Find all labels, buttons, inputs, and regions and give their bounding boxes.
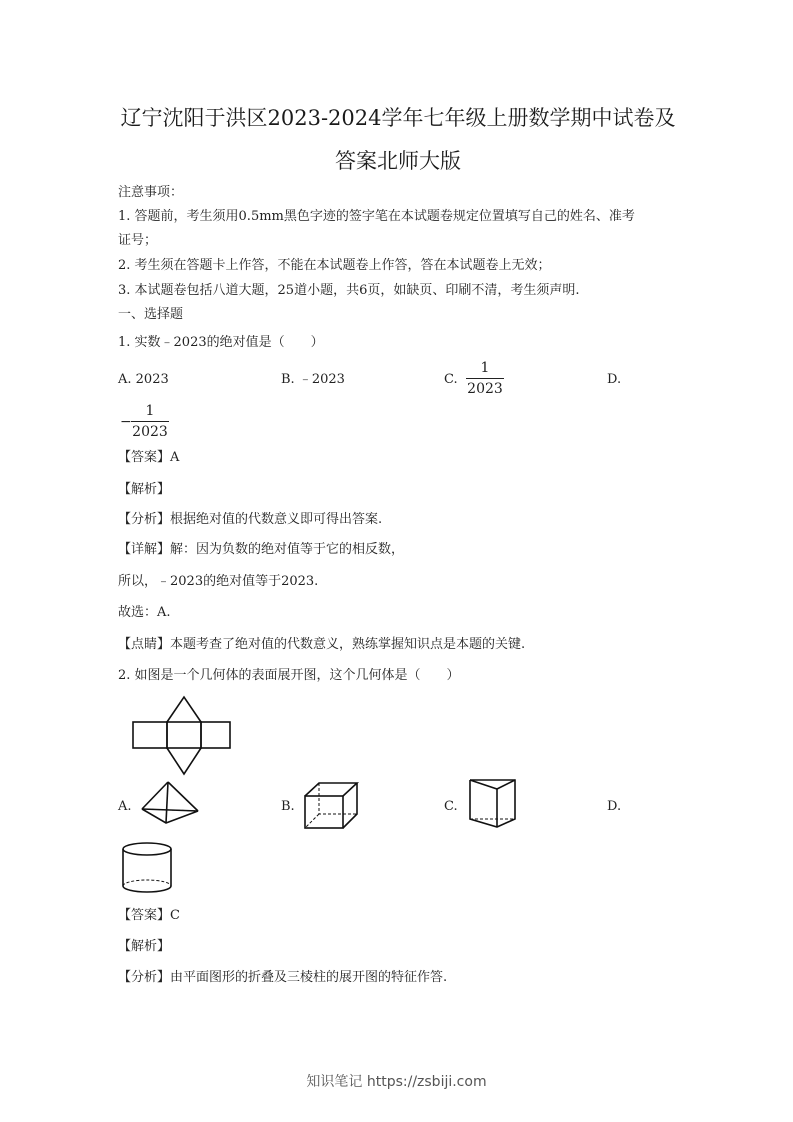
q1-dianjing: 【点睛】本题考查了绝对值的代数意义，熟练掌握知识点是本题的关键.	[118, 637, 526, 652]
cylinder-bottom-front	[123, 886, 171, 892]
notice-item-3: 3. 本试题卷包括八道大题，25道小题，共6页，如缺页、印刷不清，考生须声明.	[118, 283, 580, 298]
q1-option-c-denominator: 2023	[467, 381, 503, 397]
net-triangle-top	[167, 697, 201, 722]
q1-option-d-label: D.	[607, 372, 622, 387]
q1-stem: 1. 实数﹣2023的绝对值是（ ）	[118, 335, 324, 350]
q2-option-d-label: D.	[607, 799, 622, 814]
cylinder-figure	[121, 842, 175, 894]
title-line-2: 答案北师大版	[335, 149, 461, 173]
q2-answer: 【答案】C	[118, 908, 180, 923]
fraction-bar	[131, 421, 169, 422]
q2-option-b-label: B.	[281, 799, 295, 814]
q1-xiangjie: 【详解】解：因为负数的绝对值等于它的相反数，	[118, 542, 405, 557]
q1-option-c-fraction	[466, 359, 504, 398]
cube-front-face	[305, 796, 343, 828]
net-triangle-bottom	[167, 748, 201, 774]
title-line-1: 辽宁沈阳于洪区2023-2024学年七年级上册数学期中试卷及	[120, 106, 676, 130]
q1-option-d-fraction	[131, 402, 169, 441]
q2-option-c-label: C.	[444, 799, 458, 814]
q2-analysis-head: 【解析】	[118, 939, 171, 954]
pyramid-figure	[140, 781, 200, 825]
q2-option-a-label: A.	[118, 799, 132, 814]
q1-answer: 【答案】A	[118, 450, 180, 465]
q1-option-d-numerator: 1	[145, 403, 155, 419]
q1-option-c-numerator: 1	[480, 360, 490, 376]
triangular-prism-figure	[469, 779, 517, 829]
pyramid-edge	[142, 782, 168, 809]
notice-item-1b: 证号；	[118, 233, 158, 248]
q1-fenxi: 【分析】根据绝对值的代数意义即可得出答案.	[118, 512, 383, 527]
net-rect-left	[133, 722, 167, 748]
q2-stem: 2. 如图是一个几何体的表面展开图，这个几何体是（ ）	[118, 668, 460, 683]
pyramid-edge	[168, 782, 198, 811]
notice-item-1a: 1. 答题前，考生须用0.5mm黑色字迹的签字笔在本试题卷规定位置填写自己的姓名、准考	[118, 209, 635, 224]
cube-top-face	[305, 783, 357, 796]
cube-figure	[304, 782, 360, 830]
net-rect-right	[201, 722, 230, 748]
q1-guxuan: 故选：A.	[118, 605, 171, 620]
q1-analysis-head: 【解析】	[118, 482, 171, 497]
prism-top-triangle	[470, 780, 515, 789]
notice-item-2: 2. 考生须在答题卡上作答，不能在本试题卷上作答，答在本试题卷上无效；	[118, 258, 551, 273]
q1-option-d-negative-sign: −	[120, 414, 132, 430]
q1-suoyi: 所以，﹣2023的绝对值等于2023.	[118, 574, 319, 589]
q1-option-d-denominator: 2023	[132, 424, 168, 440]
footer-watermark: 知识笔记 https://zsbiji.com	[306, 1074, 487, 1090]
net-rect-middle	[167, 722, 201, 748]
pyramid-edge	[166, 782, 168, 823]
cube-hidden-edge	[305, 814, 319, 828]
cylinder-top	[123, 843, 171, 855]
cylinder-bottom-hidden	[123, 880, 171, 886]
fraction-bar	[466, 378, 504, 379]
q1-option-c-label: C.	[444, 372, 458, 387]
section-choice: 一、选择题	[118, 307, 184, 322]
notice-header: 注意事项：	[118, 185, 184, 200]
q2-fenxi: 【分析】由平面图形的折叠及三棱柱的展开图的特征作答.	[118, 970, 448, 985]
q1-option-b: B. ﹣2023	[281, 372, 345, 387]
q1-option-a: A. 2023	[118, 372, 169, 387]
